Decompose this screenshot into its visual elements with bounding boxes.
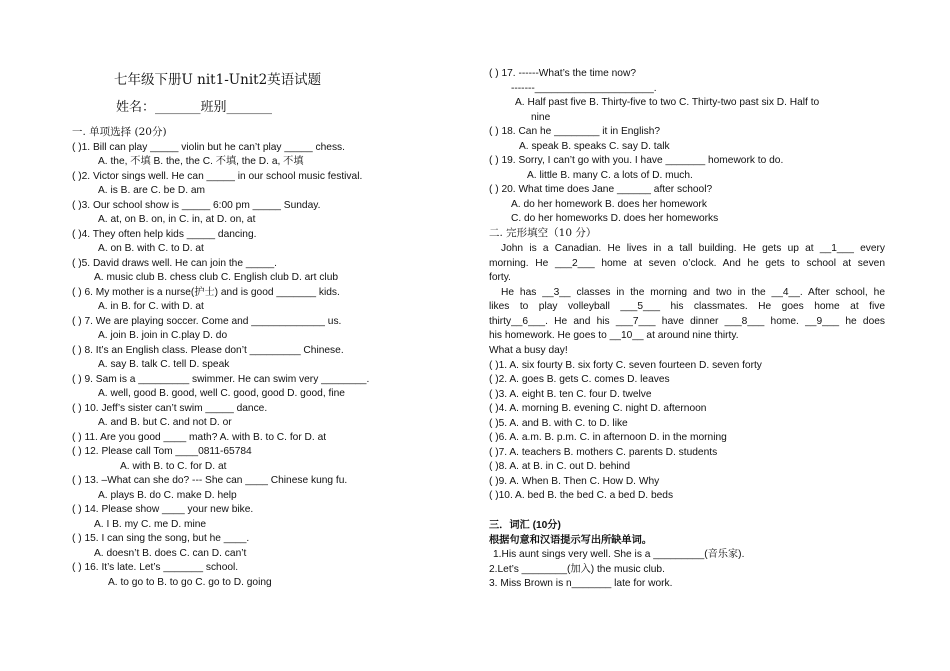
options-line: A. Half past five B. Thirty-five to two C. Thirty-two past six D. Half to [515, 97, 820, 108]
options-line: A. little B. many C. a lots of D. much. [527, 170, 693, 181]
section-3-instructions: 根据句意和汉语提示写出所缺单词。 [489, 535, 652, 546]
passage-line: John is a Canadian. He lives in a tall building. He gets up at __1___ every [501, 243, 885, 254]
cloze-options-line: ( )7. A. teachers B. mothers C. parents D. students [489, 447, 718, 458]
question-line: ( ) 12. Please call Tom ____0811-65784 [72, 446, 252, 457]
options-line: A. join B. join in C.play D. do [98, 330, 228, 341]
options-line: A. is B. are C. be D. am [98, 185, 206, 196]
question-line: ( )4. They often help kids _____ dancing. [72, 229, 257, 240]
options-line: A. I B. my C. me D. mine [94, 519, 207, 530]
question-line: ( ) 20. What time does Jane ______ after school? [489, 184, 713, 195]
options-line: A. and B. but C. and not D. or [98, 417, 232, 428]
question-line: ( ) 15. I can sing the song, but he ____. [72, 533, 250, 544]
options-line: A. plays B. do C. make D. help [98, 490, 237, 501]
options-line: A. at, on B. on, in C. in, at D. on, at [98, 214, 256, 225]
cloze-options-line: ( )4. A. morning B. evening C. night D. afternoon [489, 403, 707, 414]
cloze-options-line: ( )6. A. a.m. B. p.m. C. in afternoon D. in the morning [489, 432, 727, 443]
question-line: ( ) 10. Jeff’s sister can’t swim _____ dance. [72, 403, 268, 414]
page-title: 七年级下册U nit1-Unit2英语试题 [114, 72, 322, 88]
question-line: ( ) 19. Sorry, I can’t go with you. I have _______ homework to do. [489, 155, 784, 166]
cloze-options-line: ( )3. A. eight B. ten C. four D. twelve [489, 389, 652, 400]
options-line: A. on B. with C. to D. at [98, 243, 204, 254]
cloze-options-line: ( )5. A. and B. with C. to D. like [489, 418, 628, 429]
options-line: A. speak B. speaks C. say D. talk [519, 141, 670, 152]
cloze-options-line: ( )9. A. When B. Then C. How D. Why [489, 476, 660, 487]
options-line: A. to go to B. to go C. go to D. going [108, 577, 272, 588]
section-1-heading: 一. 单项选择 (20分) [72, 126, 167, 138]
question-line: ( )3. Our school show is _____ 6:00 pm _____ Sunday. [72, 200, 321, 211]
cloze-options-line: ( )10. A. bed B. the bed C. a bed D. beds [489, 490, 674, 501]
passage-line: He has __3__ classes in the morning and two in the __4__. After school, he [501, 287, 885, 298]
answer-blank-line: -------_____________________. [511, 83, 657, 94]
options-line: A. well, good B. good, well C. good, good D. good, fine [98, 388, 345, 399]
question-line: ( ) 9. Sam is a _________ swimmer. He can swim very ________. [72, 374, 370, 385]
options-line: A. doesn’t B. does C. can D. can’t [94, 548, 247, 559]
options-line: A. in B. for C. with D. at [98, 301, 204, 312]
question-line: ( )1. Bill can play _____ violin but he can’t play _____ chess. [72, 142, 345, 153]
name-class-line: 姓名：_______班别_______ [116, 100, 273, 115]
passage-line: likes to play volleyball ___5___ his classmates. He goes home at five [489, 301, 885, 312]
passage-line: morning. He ___2___ home at seven o’clock. And he gets to school at seven [489, 258, 885, 269]
question-line: ( ) 8. It’s an English class. Please don’t _________ Chinese. [72, 345, 344, 356]
passage-line: thirty__6___. He and his ___7___ have dinner ___8___ home. __9___ he does [489, 316, 885, 327]
question-line: ( ) 16. It’s late. Let’s _______ school. [72, 562, 239, 573]
cloze-options-line: ( )8. A. at B. in C. out D. behind [489, 461, 630, 472]
question-line: ( ) 7. We are playing soccer. Come and _____________ us. [72, 316, 342, 327]
cloze-options-line: ( )1. A. six fourty B. six forty C. seven fourteen D. seven forty [489, 360, 762, 371]
question-line: ( ) 13. –What can she do? --- She can ____ Chinese kung fu. [72, 475, 348, 486]
question-line: ( ) 18. Can he ________ it in English? [489, 126, 661, 137]
passage-line: forty. [489, 272, 511, 283]
options-line: A. with B. to C. for D. at [120, 461, 227, 472]
question-line: ( )2. Victor sings well. He can _____ in our school music festival. [72, 171, 363, 182]
question-line: ( ) 14. Please show ____ your new bike. [72, 504, 254, 515]
question-line: ( ) 11. Are you good ____ math? A. with B. to C. for D. at [72, 432, 327, 443]
options-line: A. music club B. chess club C. English club D. art club [94, 272, 339, 283]
options-line: A. do her homework B. does her homework [511, 199, 707, 210]
cloze-options-line: ( )2. A. goes B. gets C. comes D. leaves [489, 374, 670, 385]
vocab-item: 1.His aunt sings very well. She is a _________(音乐家). [493, 549, 745, 560]
section-3-heading: 三．词汇 (10分) [489, 520, 561, 531]
options-line: A. say B. talk C. tell D. speak [98, 359, 230, 370]
question-line: ( ) 17. ------What’s the time now? [489, 68, 636, 79]
passage-line: his homework. He goes to __10__ at around nine thirty. [489, 330, 739, 341]
options-line: C. do her homeworks D. does her homeworks [511, 213, 719, 224]
section-2-heading: 二. 完形填空（10 分） [489, 227, 597, 239]
vocab-item: 2.Let’s ________(加入) the music club. [489, 564, 665, 575]
vocab-item: 3. Miss Brown is n_______ late for work. [489, 578, 673, 589]
question-line: ( )5. David draws well. He can join the _____. [72, 258, 277, 269]
passage-line: What a busy day! [489, 345, 568, 356]
options-line: A. the, 不填 B. the, the C. 不填, the D. a, 不填 [98, 156, 304, 167]
options-line-wrap: nine [531, 112, 551, 123]
question-line: ( ) 6. My mother is a nurse(护士) and is good _______ kids. [72, 287, 340, 298]
